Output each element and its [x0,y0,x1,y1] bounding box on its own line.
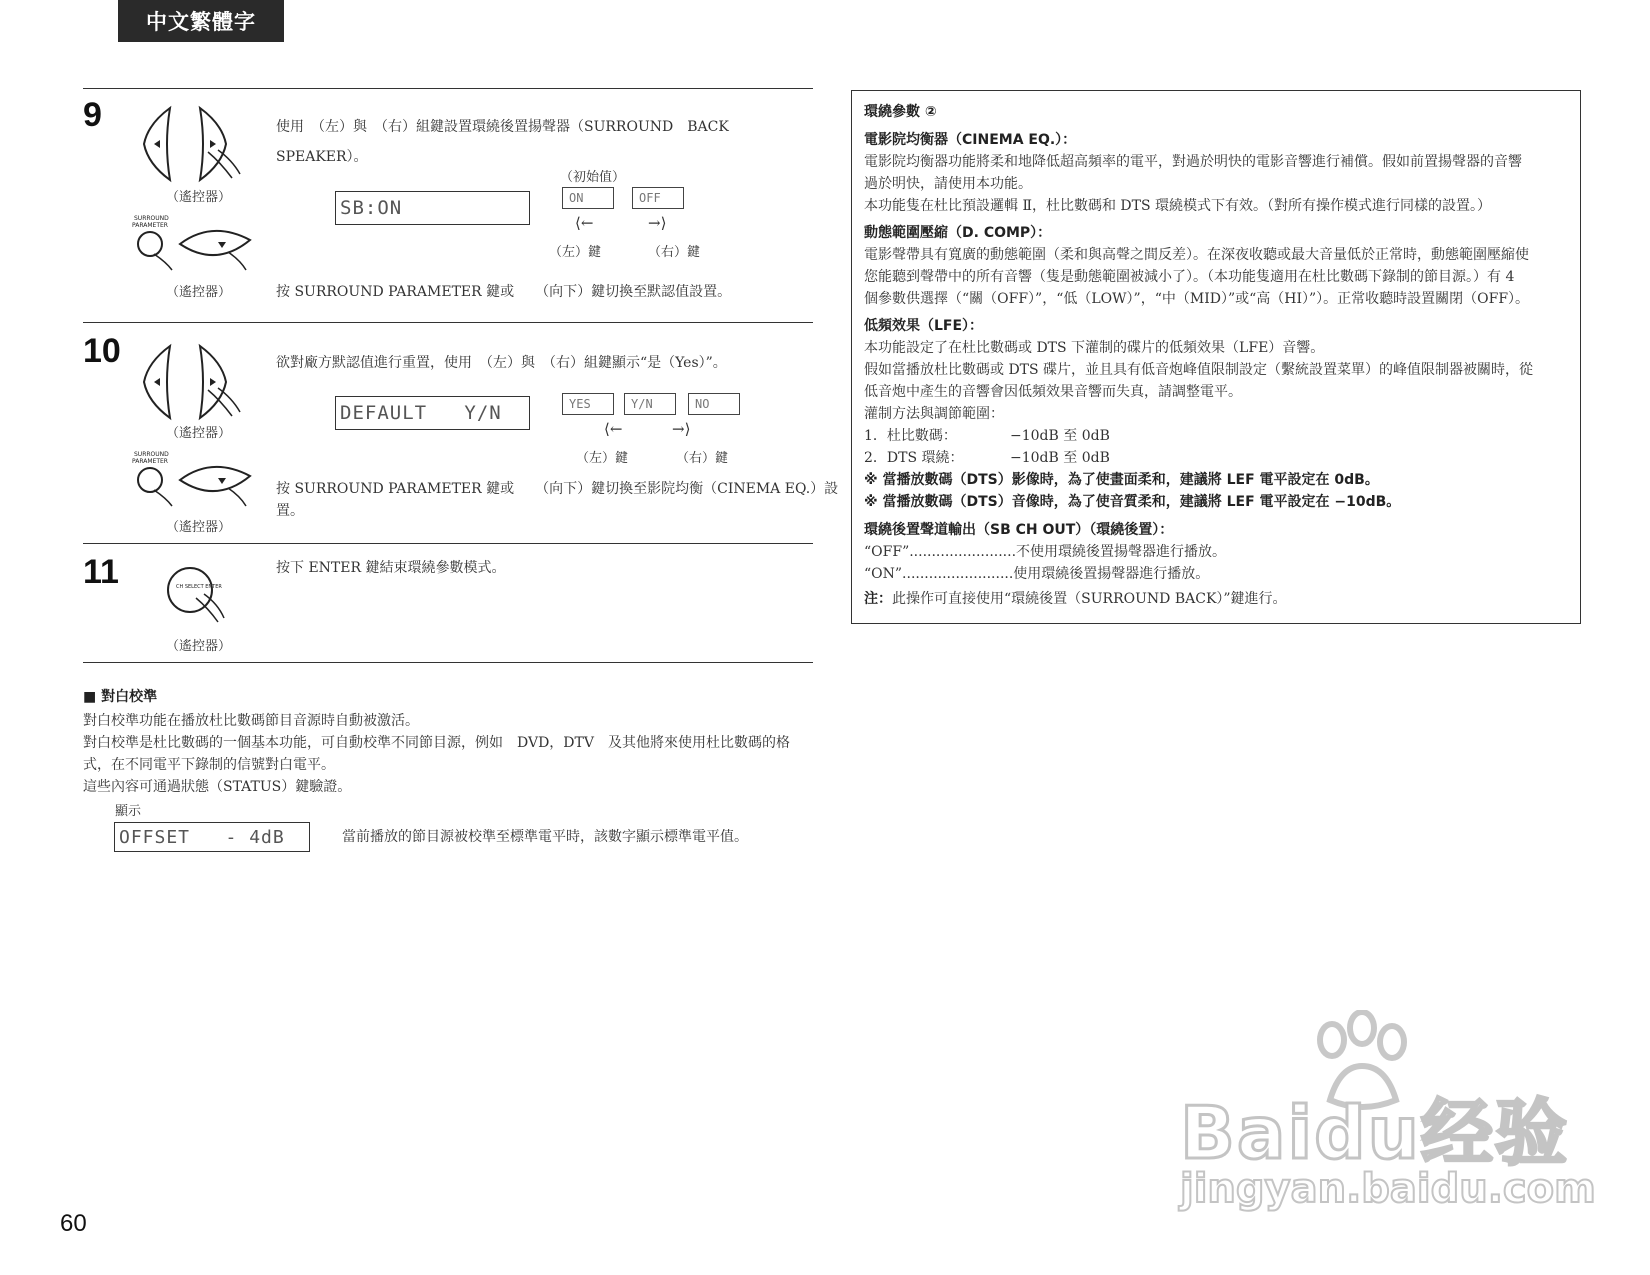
initial-value-label: （初始值） [560,170,626,185]
left-key-label: （左）鍵 [576,451,629,466]
panel-title: 環繞參數 ② [864,104,937,120]
step-instruction: 置。 [276,503,304,519]
note-line: ※ 當播放數碼（DTS）影像時，為了使畫面柔和，建議將 LEF 電平設定在 0dB。 [864,472,1379,488]
svg-text:PARAMETER: PARAMETER [132,458,168,465]
option-box: Y/N [624,393,676,415]
body-line: 電影聲帶具有寬廣的動態範圍（柔和與高聲之間反差）。在深夜收聽或最大音量低於正常時，動態範圍壓縮使 [864,247,1529,263]
svg-text:PARAMETER: PARAMETER [132,222,168,229]
display-label: 顯示 [115,804,142,819]
sb-out-heading: 環繞後置聲道輸出（SB CH OUT）（環繞後置）： [864,522,1174,538]
page-number: 60 [60,1210,87,1237]
right-key-label: （右）鍵 [648,245,701,260]
cinema-eq-heading: 電影院均衡器（CINEMA EQ.）： [864,132,1077,148]
surround-parameter-down-key-icon [132,212,262,272]
body-line: 個參數供選擇（“關（OFF）”，“低（LOW）”，“中（MID）”或“高（HI）”）。正常收聽時設置關閉（OFF）。 [864,291,1530,307]
body-line: “OFF”........................不使用環繞後置揚聲器進行播放。 [864,544,1227,560]
footnote [864,588,1287,608]
remote-caption: （遙控器） [166,426,232,441]
range-value: −10dB 至 0dB [1010,428,1110,444]
note-label: 注： [864,591,892,607]
left-right-keys-icon [140,104,250,184]
lcd-display: OFFSET - 4dB [114,822,310,852]
body-line: 電影院均衡器功能將柔和地降低超高頻率的電平，對過於明快的電影音響進行補償。假如前置揚聲器的音響 [864,154,1522,170]
body-line: 您能聽到聲帶中的所有音響（隻是動態範圍被減小了）。（本功能隻適用在杜比數碼下錄制的節目源。）有 4 [864,269,1515,285]
watermark-brand: Baidu经验 [1180,1091,1569,1175]
body-line: 這些內容可通過狀態（STATUS）鍵驗證。 [83,779,352,795]
option-box: NO [688,393,740,415]
right-key-arrow-icon: →⟩ [672,420,691,438]
right-key-arrow-icon: →⟩ [648,214,667,232]
body-line: 過於明快，請使用本功能。 [864,176,1032,192]
display-caption: 當前播放的節目源被校準至標準電平時，該數字顯示標準電平值。 [342,829,748,845]
language-tab: 中文繁體字 [118,0,284,42]
body-line: 式，在不同電平下錄制的信號對白電平。 [83,757,335,773]
left-key-arrow-icon: ⟨← [575,214,594,232]
step-instruction: 使用 （左）與 （右）組鍵設置環繞後置揚聲器（SURROUND BACK [276,119,729,135]
step-number: 9 [83,96,102,134]
divider [83,662,813,663]
body-line: 對白校準是杜比數碼的一個基本功能，可自動校準不同節目源，例如 DVD，DTV 及其他將來使用杜比數碼的格 [83,735,790,751]
lcd-display: SB:ON [335,191,530,225]
body-line: 低音炮中產生的音響會因低頻效果音響而失真，請調整電平。 [864,384,1242,400]
watermark-url: jingyan.baidu.com [1180,1166,1596,1212]
svg-text:SURROUND: SURROUND [134,451,169,458]
range-label: 1．杜比數碼： [864,428,957,444]
note-line: ※ 當播放數碼（DTS）音像時，為了使音質柔和，建議將 LEF 電平設定在 −10dB。 [864,494,1401,510]
step-instruction: 按 SURROUND PARAMETER 鍵或 （向下）鍵切換至默認值設置。 [276,284,732,300]
remote-caption: （遙控器） [166,285,232,300]
divider [83,88,813,89]
divider [83,322,813,323]
surround-parameter-down-key-icon [132,448,262,508]
step-number: 10 [83,332,121,370]
step-instruction: 按下 ENTER 鍵結束環繞參數模式。 [276,560,506,576]
step-number: 11 [83,553,119,591]
lfe-heading: 低頻效果（LFE）： [864,318,984,334]
ch-select-text: CH SELECT ENTER [176,584,222,590]
step-instruction: SPEAKER）。 [276,149,368,165]
body-line: 對白校準功能在播放杜比數碼節目音源時自動被激活。 [83,713,419,729]
option-box: YES [562,393,614,415]
remote-caption: （遙控器） [166,639,232,654]
left-key-label: （左）鍵 [549,245,602,260]
dcomp-heading: 動態範圍壓縮（D. COMP）： [864,225,1052,241]
range-value: −10dB 至 0dB [1010,450,1110,466]
body-line: 假如當播放杜比數碼或 DTS 碟片，並且具有低音炮峰值限制設定（繫統設置菜單）的峰值限制器被關時，從 [864,362,1534,378]
svg-text:SURROUND: SURROUND [134,215,169,222]
step-instruction: 欲對廠方默認值進行重置，使用 （左）與 （右）組鍵顯示“是（Yes）”。 [276,355,727,371]
option-box: ON [562,187,614,209]
range-label: 2．DTS 環繞： [864,450,964,466]
section-title: ■ 對白校準 [83,689,158,705]
right-key-label: （右）鍵 [676,451,729,466]
step-instruction: 按 SURROUND PARAMETER 鍵或 （向下）鍵切換至影院均衡（CINEMA EQ.）設 [276,481,839,497]
body-line: 本功能設定了在杜比數碼或 DTS 下灌制的碟片的低頻效果（LFE）音響。 [864,340,1325,356]
remote-caption: （遙控器） [166,520,232,535]
note-text: 此操作可直接使用“環繞後置（SURROUND BACK）”鍵進行。 [892,591,1287,607]
left-key-arrow-icon: ⟨← [604,420,623,438]
remote-caption: （遙控器） [166,190,232,205]
body-line: “ON”.........................使用環繞後置揚聲器進行播放。 [864,566,1210,582]
divider [83,543,813,544]
body-line: 灌制方法與調節範圍： [864,406,1004,422]
enter-button-icon [162,562,232,626]
body-line: 本功能隻在杜比預設邏輯 Ⅱ，杜比數碼和 DTS 環繞模式下有效。（對所有操作模式進行同樣的設置。） [864,198,1492,214]
option-box: OFF [632,187,684,209]
left-right-keys-icon [140,342,250,422]
lcd-display: DEFAULT Y/N [335,396,530,430]
surround-parameters-panel [851,90,1581,624]
